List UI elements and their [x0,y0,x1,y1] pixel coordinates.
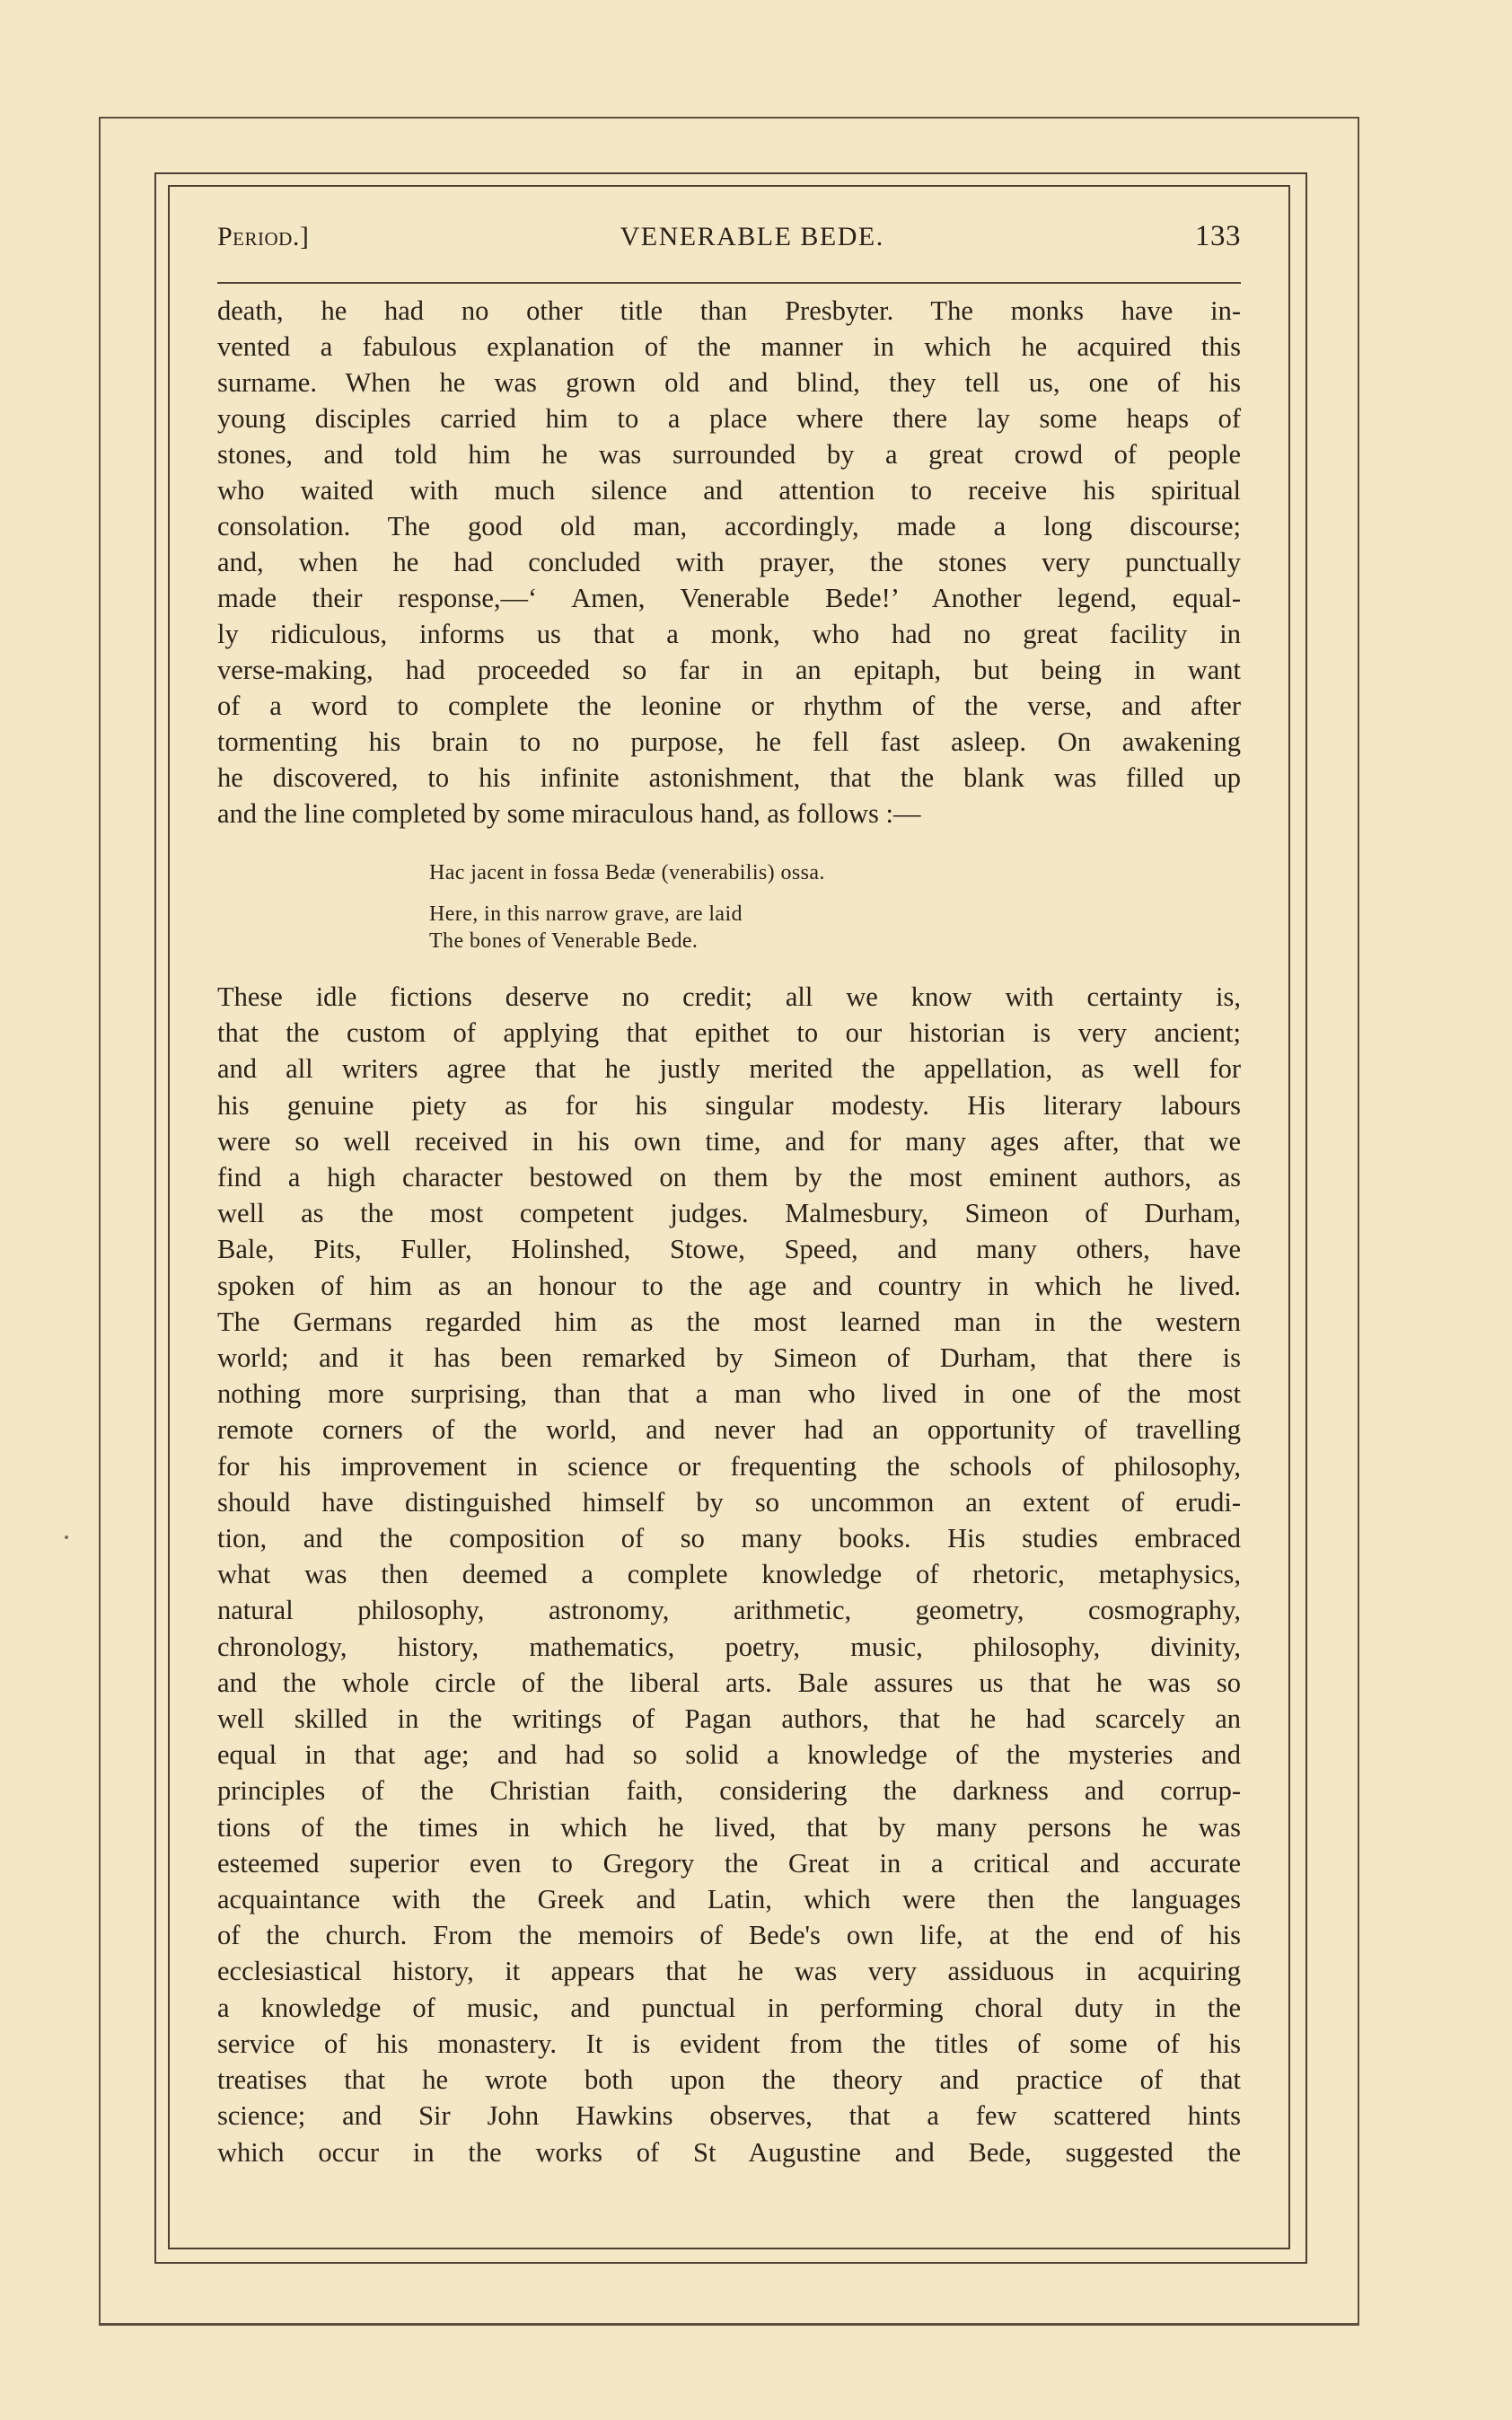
text-line: service of his monastery. It is evident from the titles of some of his [217,2028,1241,2059]
english-epitaph-line-1: Here, in this narrow grave, are laid [429,902,743,926]
text-line: These idle fictions deserve no credit; all we know with certainty is, [217,981,1241,1012]
epitaph-verse [429,859,1147,955]
text-line: principles of the Christian faith, considering the darkness and corrup- [217,1775,1241,1807]
text-line: stones, and told him he was surrounded by a great crowd of people [217,439,1241,470]
text-line: science; and Sir John Hawkins observes, that a few scattered hints [217,2100,1241,2132]
text-line: should have distinguished himself by so uncommon an extent of erudi- [217,1486,1241,1518]
text-line: chronology, history, mathematics, poetry, music, philosophy, divinity, [217,1631,1241,1662]
text-line: and the line completed by some miraculous hand, as follows :— [217,798,921,829]
text-line: verse-making, had proceeded so far in an epitaph, but being in want [217,655,1241,685]
paragraph-reputation [217,979,1241,2170]
text-line: and all writers agree that he justly merited the appellation, as well for [217,1053,1241,1085]
section-label: Period.] [217,222,310,251]
running-header [217,220,1241,263]
text-line: ecclesiastical history, it appears that he was very assiduous in acquiring [217,1956,1241,1987]
text-line: natural philosophy, astronomy, arithmetic, geometry, cosmography, [217,1595,1241,1626]
text-line: esteemed superior even to Gregory the Great in a critical and accurate [217,1847,1241,1879]
text-line: spoken of him as an honour to the age and country in which he lived. [217,1270,1241,1301]
text-line: that the custom of applying that epithet to our historian is very ancient; [217,1017,1241,1049]
text-line: were so well received in his own time, and for many ages after, that we [217,1125,1241,1157]
page-title: VENERABLE BEDE. [620,222,884,251]
text-line: of a word to complete the leonine or rhythm of the verse, and after [217,691,1241,721]
text-line: young disciples carried him to a place where there lay some heaps of [217,403,1241,434]
header-rule [217,282,1241,284]
text-line: and the whole circle of the liberal arts. Bale assures us that he was so [217,1667,1241,1698]
text-line: Bale, Pits, Fuller, Holinshed, Stowe, Speed, and many others, have [217,1234,1241,1265]
text-line: and, when he had concluded with prayer, the stones very punctually [217,547,1241,577]
text-line: what was then deemed a complete knowledge of rhetoric, metaphysics, [217,1559,1241,1590]
text-line: death, he had no other title than Presbyter. The monks have in- [217,295,1241,326]
latin-epitaph: Hac jacent in fossa Bedæ (venerabilis) ossa. [429,861,825,884]
text-line: nothing more surprising, than that a man who lived in one of the most [217,1378,1241,1410]
margin-speck [65,1536,68,1539]
text-line: well skilled in the writings of Pagan authors, that he had scarcely an [217,1703,1241,1735]
text-line: ly ridiculous, informs us that a monk, who had no great facility in [217,619,1241,649]
text-line: his genuine piety as for his singular modesty. His literary labours [217,1089,1241,1121]
paragraph-legend [217,293,1241,832]
text-line: for his improvement in science or frequenting the schools of philosophy, [217,1450,1241,1482]
text-line: a knowledge of music, and punctual in performing choral duty in the [217,1992,1241,2023]
text-line: of the church. From the memoirs of Bede's own life, at the end of his [217,1920,1241,1951]
text-line: The Germans regarded him as the most learned man in the western [217,1306,1241,1337]
text-line: acquaintance with the Greek and Latin, which were then the languages [217,1884,1241,1915]
text-line: equal in that age; and had so solid a knowledge of the mysteries and [217,1739,1241,1771]
text-line: tion, and the composition of so many books. His studies embraced [217,1523,1241,1554]
text-line: consolation. The good old man, accordingly, made a long discourse; [217,511,1241,541]
page-number: 133 [1194,220,1241,252]
text-line: world; and it has been remarked by Simeon of Durham, that there is [217,1342,1241,1374]
text-line: surname. When he was grown old and blind, they tell us, one of his [217,367,1241,398]
text-line: made their response,—‘ Amen, Venerable Bede!’ Another legend, equal- [217,583,1241,613]
text-line: tormenting his brain to no purpose, he fell fast asleep. On awakening [217,726,1241,757]
english-epitaph-line-2: The bones of Venerable Bede. [429,929,699,953]
text-line: treatises that he wrote both upon the theory and practice of that [217,2064,1241,2096]
text-line: which occur in the works of St Augustine and Bede, suggested the [217,2136,1241,2168]
text-line: who waited with much silence and attention to receive his spiritual [217,475,1241,506]
text-line: tions of the times in which he lived, that by many persons he was [217,1811,1241,1843]
text-line: he discovered, to his infinite astonishment, that the blank was filled up [217,762,1241,793]
text-line: well as the most competent judges. Malmesbury, Simeon of Durham, [217,1198,1241,1229]
text-line: vented a fabulous explanation of the manner in which he acquired this [217,331,1241,362]
text-line: find a high character bestowed on them by the most eminent authors, as [217,1162,1241,1193]
text-line: remote corners of the world, and never had an opportunity of travelling [217,1414,1241,1446]
